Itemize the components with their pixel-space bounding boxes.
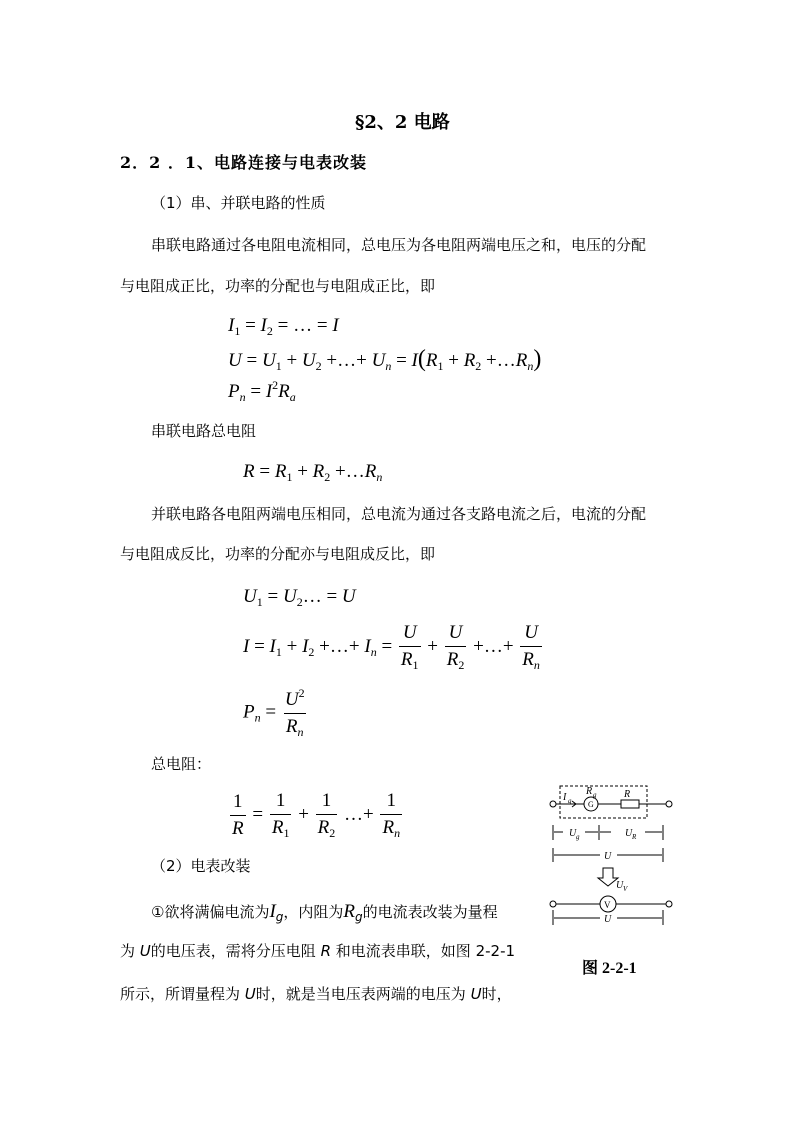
label-ug: U	[569, 828, 577, 839]
series-paragraph-line2: 与电阻成正比，功率的分配也与电阻成正比，即	[120, 277, 436, 295]
label-v: V	[604, 900, 611, 910]
item1-heading: （1）串、并联电路的性质	[151, 194, 326, 212]
terminal-left-bottom	[550, 901, 556, 907]
section-title: §2、2 电路	[355, 112, 450, 133]
series-current-equation: $I_1 = I_2$ = … = I	[228, 315, 339, 338]
item2-heading: （2）电表改装	[151, 857, 251, 875]
label-ig-sub: g	[568, 797, 572, 805]
label-g: G	[588, 800, 594, 809]
label-ur-sub: R	[632, 833, 637, 841]
circuit-diagram	[545, 780, 685, 940]
subsection-title: 2．2 ．1、电路连接与电表改装	[120, 153, 367, 172]
resistor-icon	[621, 800, 639, 808]
parallel-paragraph-line2: 与电阻成反比，功率的分配亦与电阻成反比，即	[120, 545, 436, 563]
meter-paragraph-line3: 所示，所谓量程为 U时，就是当电压表两端的电压为 U时，	[120, 985, 512, 1003]
label-u-bottom: U	[604, 914, 612, 925]
series-voltage-equation: $U = U_1 + U_2$ +…+ $U_n = I(R_1 + R_2$ $+\dots R_n$)	[228, 346, 542, 373]
series-power-equation: $P_n = I^2R_a$	[228, 378, 296, 404]
parallel-voltage-equation: $U_1$ = $U_2\dots = U$	[243, 586, 356, 609]
meter-paragraph-line2: 为 U的电压表，需将分压电阻 R 和电流表串联，如图 2-2-1	[120, 942, 516, 960]
label-rg-sub: g	[593, 791, 597, 799]
label-rg: R	[586, 786, 593, 797]
label-ig: I	[563, 792, 567, 803]
parallel-current-equation: $I = I_1 + I_2$ +…+ $I_n$ = $\frac{U}{R_1}$ + $\frac{U}{R_2}$ +…+ $\frac{U}{R_n}$	[243, 622, 540, 672]
figure-caption: 图 2-2-1	[582, 960, 637, 977]
series-resistance-equation: $R = R_1 + R_2$ $+\dots R_n$	[243, 461, 383, 484]
terminal-left-top	[550, 801, 556, 807]
parallel-power-equation: $P_n$ = $\frac{U^2}{R_n}$	[243, 686, 305, 739]
terminal-right-bottom	[666, 901, 672, 907]
series-paragraph-line1: 串联电路通过各电阻电流相同，总电压为各电阻两端电压之和，电压的分配	[151, 236, 647, 254]
label-uv-sub: V	[623, 885, 628, 893]
parallel-resistance-equation: $\frac{1}{R}$ = $\frac{1}{R_1}$ + $\frac{1}{R_2}$ …+ $\frac{1}{R_n}$	[232, 790, 401, 840]
total-resistance-label: 总电阻：	[151, 755, 212, 773]
label-ur: U	[625, 828, 633, 839]
label-ug-sub: g	[576, 833, 580, 841]
series-total-resistance-label: 串联电路总电阻	[151, 422, 257, 440]
parallel-paragraph-line1: 并联电路各电阻两端电压相同，总电流为通过各支路电流之后，电流的分配	[151, 505, 647, 523]
label-r: R	[624, 789, 631, 800]
label-u-top: U	[604, 851, 612, 862]
transform-arrow-icon	[598, 868, 618, 886]
meter-paragraph-line1: ①欲将满偏电流为$I_g$，内阻为$R_g$的电流表改装为量程	[151, 901, 498, 924]
label-uv: U	[616, 880, 624, 891]
terminal-right-top	[666, 801, 672, 807]
